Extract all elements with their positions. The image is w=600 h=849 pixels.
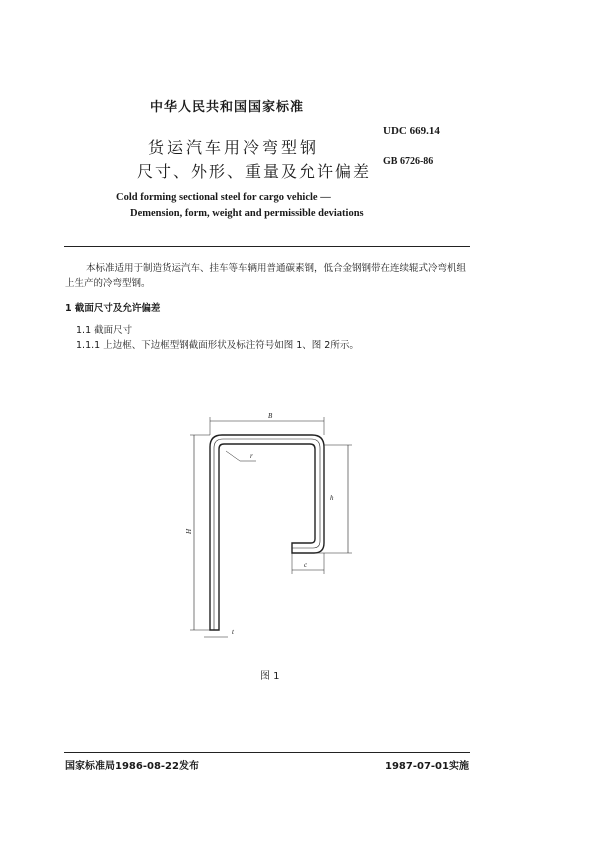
issue-date: 国家标准局1986-08-22发布 [65,761,199,772]
section-1-1-heading: 1.1 截面尺寸 [76,325,133,336]
figure-1-section-drawing [180,405,370,645]
dim-c-label: c [304,561,308,569]
scope-paragraph: 本标准适用于制造货运汽车、挂车等车辆用普通碳素钢，低合金钢钢带在连续辊式冷弯机组上生产的冷弯型钢。 [65,263,467,289]
header-divider [64,246,470,247]
figure-1-caption: 图 1 [260,671,280,682]
title-en-line2: Demension, form, weight and permissible deviations [130,208,364,219]
dim-h-label: h [330,494,334,502]
footer-divider [64,752,470,753]
national-standard-label: 中华人民共和国国家标准 [150,100,305,115]
dim-r-leader [226,451,240,461]
title-en-line1: Cold forming sectional steel for cargo vehicle — [116,192,331,203]
gb-code: GB 6726-86 [383,156,434,167]
dim-B-label: B [268,412,273,420]
title-cn-line1: 货运汽车用冷弯型钢 [148,138,320,157]
profile-outline-inner [214,439,320,630]
section-1-1-1-text: 1.1.1 上边框、下边框型钢截面形状及标注符号如图 1、图 2所示。 [76,340,359,351]
udc-code: UDC 669.14 [383,125,440,137]
dim-r-label: r [250,452,253,460]
dim-t-label: t [232,628,234,636]
title-cn-line2: 尺寸、外形、重量及允许偏差 [137,162,372,181]
dim-H-label: H [185,528,193,534]
section-1-heading: 1 截面尺寸及允许偏差 [65,303,161,314]
profile-outline-outer [210,435,324,630]
effective-date: 1987-07-01实施 [385,761,469,772]
